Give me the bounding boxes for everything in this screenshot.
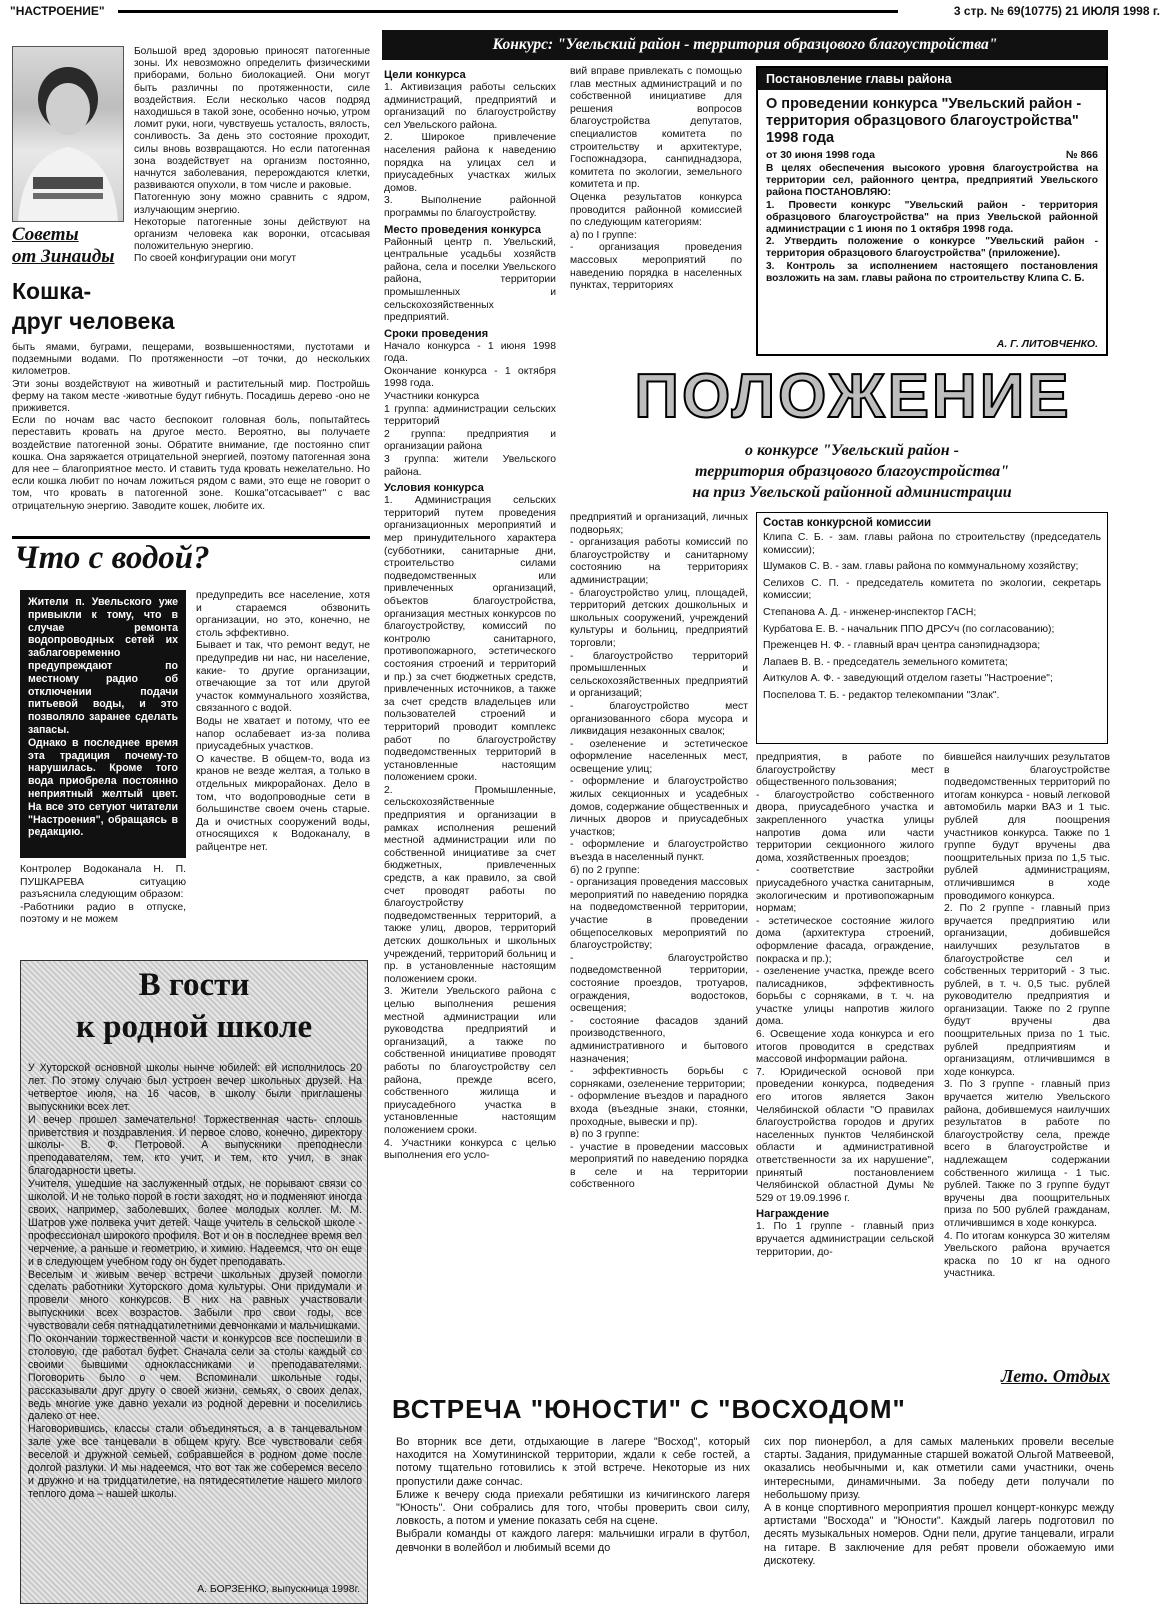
- commission-member: Селихов С. П. - председатель комитета по экологии, секретарь комиссии;: [763, 577, 1101, 602]
- contest-col4: бившейся наилучших результатов в благоустройстве подведомственных территорий по итогам конкурса - новый легковой автомобиль марки ВАЗ и 1 тыс. рублей для поощрения участников конкурса. Также по 1 группе будут вручены два поощрительных приза по 1,5 тыс. рублей администрациям, отличившимся в ходе проводимого конкурса. 2. По 2 группе - главный приз вручается предприятию или организации, добившейся наилучших результатов в благоустройстве сел и собственных территорий - 3 тыс. рублей, в т. ч. 0,5 тыс. рублей руководителю предприятия и организации. Также по 2 группе будут вручены два поощрительных приза по 1 тыс. рублей предприятиям и организациям, отличившимся в ходе конкурса. 3. По 3 группе - главный приз вручается жителю Увельского района, добившемуся наилучших результатов в работе по благоустройству села, прежде всего в благоустройстве и надлежащем содержании собственного жилища - 1 тыс. рублей. Также по 3 группе будут вручены два поощрительных приза по 500 рублей гражданам, отличившимся в ходе конкурса. 4. По итогам конкурса 30 жителям Увельского района вручается краска по 10 кг на одного участника.: [944, 752, 1110, 1280]
- contest-col3: [756, 752, 934, 1364]
- contest-goals-text: 1. Активизация работы сельских администраций, предприятий и организаций по благоустройству сел Увельского района. 2. Широкое привлечение населения района к наведению порядка на улицах сел и приусадебных участках жилых домов. 3. Выполнение районной программы по благоустройству.: [384, 82, 556, 219]
- contest-banner: Конкурс: "Увельский район - территория образцового благоустройства": [382, 30, 1108, 60]
- commission-member: Шумаков С. В. - зам. главы района по коммунальному хозяйству;: [763, 561, 1079, 573]
- contest-col2-mid: предприятий и организаций, личных подворьях; - организация работы комиссий по благоустройству и санитарному состоянию на территориях администрации; - благоустройство улиц, площадей, территорий детских дошкольных и школьных сооружений, учреждений культуры и больниц, предприятий торговли; - благоустройство территорий промышленных и сельскохозяйственных предприятий и организаций; - благоустройство мест организованного сбора мусора и ликвидация незаконных свалок; - озеленение и эстетическое оформление населенных мест, освещение улиц; - оформление и благоустройство жилых секционных и усадебных домов, содержание общественных и личных дворов и приусадебных участков; - оформление и благоустройство въезда в населенный пункт. б) по 2 группе: - организация проведения массовых мероприятий по наведению порядка на подведомственной территории, участие в проведении общепоселковых мероприятий по благоустройству; - благоустройство подведомственной территории, состояние проездов, тротуаров, ограждения, водостоков, освещения; - состояние фасадов зданий производственного, административного и бытового назначения; - эффективность борьбы с сорняками, озеленение территории; - оформление въездов и парадного входа (въездные знаки, стоянки, проходные, вывески и пр). в) по 3 группе: - участие в проведении массовых мероприятий по наведению порядка в селе и на территории собственного: [570, 512, 748, 1191]
- author-photo: [12, 46, 124, 222]
- masthead-section: "НАСТРОЕНИЕ": [10, 4, 105, 18]
- award-text-start: 1. По 1 группе - главный приз вручается администрации сельской территории, до-: [756, 1221, 934, 1258]
- water-col2: предупредить все население, хотя и стараемся обзвонить организации, но это, конечно, не столь эффективно. Бывает и так, что ремонт ведут, не предупредив ни нас, ни население, какие- то другие организации, отвечающие за тот или другой участок коммунального хозяйства, связанного с водой. Воды не хватает и потому, что ее напор ослабевает из-за полива приусадебных участков. О качестве. В общем-то, вода из кранов не везде желтая, а только в отдельных микрорайонах. Дело в том, что водопроводные сети в большинстве своем очень старые. Да и очистных сооружений воды, относящихся к Водоканалу, в райцентре нет.: [196, 590, 370, 853]
- commission-box: [756, 512, 1108, 744]
- masthead-rule: [118, 10, 898, 13]
- commission-member: Преженцев Н. Ф. - главный врач центра санэпиднадзора;: [763, 640, 1041, 652]
- contest-dates-text: Начало конкурса - 1 июня 1998 года. Окончание конкурса - 1 октября 1998 года. Участники конкурса 1 группа: администрации сельских территорий 2 группа: предприятия и организации района 3 группа: жители Увельского района.: [384, 340, 556, 478]
- commission-member: Аиткулов А. Ф. - заведующий отделом газеты "Настроение";: [763, 673, 1053, 685]
- commission-title: Состав конкурсной комиссии: [763, 517, 932, 529]
- commission-member: Степанова А. Д. - инженер-инспектор ГАСН;: [763, 606, 977, 618]
- commission-member: Курбатова Е. В. - начальник ППО ДРСУч (по согласованию);: [763, 623, 1055, 635]
- camp-col1: Во вторник все дети, отдыхающие в лагере "Восход", который находится на Хомутининской территории, ждали к себе гостей, а потому тщательно готовились к этой встрече. Некоторые из них пропустили даже сончас. Ближе к вечеру сюда приехали ребятишки из кичигинского лагеря "Юность". Они собрались для того, чтобы проверить свои силу, ловкость, а потом и умение показать себя на сцене. Выбрали команды от каждого лагеря: мальчишки играли в футбол, девчонки в волейбол и любимый всеми до: [396, 1436, 750, 1554]
- zinaida-text-bottom: быть ямами, буграми, пещерами, возвышенностями, пустотами и подземными водами. По протяженности –от точки, до нескольких километров. Эти зоны воздействуют на животный и растительный мир. Постройшь ферму на таком месте -животные будут гибнуть. Посадишь дерево -оно не приживется. Если по ночам вас часто беспокоит головная боль, попытайтесь переставить кровать на другое место. Вероятно, вы получаете воздействие патогенной зоны. Обратите внимание, где постоянно спит кошка. Она заряжается отрицательной энергией, поэтому патогенная зона для нее – благоприятное место. И ставить туда кровать нежелательно. Но если кошка любит по ночам ложиться рядом с вами, это еще не говорит о том, что кровать в патогенной зоне. Кошка"отсасывает" с вас отрицательную энергию. Заводите кошек, любите их.: [12, 342, 370, 512]
- decree-title: О проведении конкурса "Увельский район - территория образцового благоустройства" 1998 года: [766, 96, 1082, 146]
- contest-col3-text: предприятия, в работе по благоустройству мест общественного пользования; - благоустройство собственного двора, приусадебного участка и закрепленного участка улицы напротив дома или части территории секционного жилого дома, хозяйственных проездов; - соответствие застройки приусадебного участка санитарным, экологическим и противопожарным нормам; - эстетическое состояние жилого дома (архитектура строений, оформление фасада, ограждение, покраска и пр.); - озеленение участка, прежде всего палисадников, эффективность борьбы с сорняками, в т. ч. на участке улицы напротив жилого дома. 6. Освещение хода конкурса и его итогов проводится в средствах массовой информации района. 7. Юридической основой при проведении конкурса, подведения его итогов является Закон Челябинской области "О правилах благоустройства городов и других населенных пунктов Челябинской области и административной ответственности за их нарушение", принятый постановлением Челябинской областной Думы № 529 от 19.09.1996 г.: [756, 752, 934, 1204]
- contest-conditions-text: 1. Администрация сельских территорий путем проведения организационных мероприятий и мер принудительного характера (субботники, санитарные дни, строительство силами подведомственных или привлеченных организаций, объектов благоустройства, организация местных конкурсов по благоустройству, комиссий по контролю санитарного, противопожарного, эстетического состояния строений и территорий и пр.) за счет бюджетных средств, привлеченных источников, а также за счет средств владельцев или пользователей строений и территорий проводит комплекс работ по благоустройству подведомственных территорий в установленные настоящим положением сроки. 2. Промышленные, сельскохозяйственные предприятия и организации в рамках исполнения решений местной администрации или по собственной инициативе за счет бюджетных, привлеченных средств, а как правило, за свой счет проводят работы по благоустройству подведомственных территорий, а также улиц, дворов, территорий детских дошкольных и школьных учреждений, территорий больниц и пр. в установленные настоящим положением сроки. 3. Жители Увельского района с целью выполнения решения местной администрации или руководства предприятий и организаций, а также по собственной инициативе проводят работы по благоустройству сел района, прежде всего, собственного жилища и приусадебного участка в установленные настоящим положением сроки. 4. Участники конкурса с целью выполнения его усло-: [384, 495, 556, 1162]
- contest-conditions-heading: Условия конкурса: [384, 482, 484, 495]
- rubric-sovety: Советы от Зинаиды: [12, 224, 115, 267]
- decree-date: от 30 июня 1998 года: [766, 149, 875, 161]
- zinaida-text-top: Большой вред здоровью приносят патогенные зоны. Их невозможно определить физическими приборами, больно биолокацией. Они могут быть различны по протяженности, силе воздействия. Если несколько часов подряд находишься в такой зоне, особенно ночью, утром ломит руки, ноги, чувствуешь усталость, вялость, сонливость. За день это состояние проходит, силы вновь возвращаются. Но если патогенная зона воздействует на организм постоянно, начнутся заболевания, перерождаются клетки, развиваются опухоли, в том числе и раковые. Патогенную зону можно сравнить с ядром, излучающим энергию. Некоторые патогенные зоны действуют на организм человека как воронки, отсасывая положительную энергию. По своей конфигурации они могут: [134, 46, 370, 265]
- camp-col2: сих пор пионербол, а для самых маленьких провели веселые старты. Задания, придуманные старшей вожатой Ольгой Матвеевой, оказались необычными и, как отметили сами участники, очень интересными, динамичными. За победу дети получали по небольшому призу. А в конце спортивного мероприятия прошел концерт-конкурс между артистами "Восхода" и "Юности". Каждый лагерь подготовил по десять музыкальных номеров. Одни пели, другие танцевали, играли на гитаре. В заключение для ребят провели обожаемую ими дискотеку.: [764, 1436, 1114, 1567]
- water-col1-tail: Контролер Водоканала Н. П. ПУШКАРЕВА ситуацию разъяснила следующим образом: -Работники радио в отпуске, поэтому и не можем: [20, 864, 186, 926]
- decree-text: В целях обеспечения высокого уровня благоустройства на территории сел, районного центра, предприятий Увельского района ПОСТАНОВЛЯЮ: 1. Провести конкурс "Увельский район - территория образцового благоустройства" на приз Увельской районной администрации с 1 июня по 1 октября 1998 года. 2. Утвердить положение о конкурсе "Увельский район - территория образцового благоустройства" (приложение). 3. Контроль за исполнением настоящего постановления возложить на зам. главы района по строительству Клипа С. Б.: [766, 163, 1098, 284]
- decree-box: [756, 66, 1108, 356]
- contest-col1: [384, 66, 556, 1162]
- commission-member: Поспелова Т. Б. - редактор телекомпании "Злак".: [763, 689, 1000, 701]
- polozhenie-title: ПОЛОЖЕНИЕ: [634, 362, 1072, 431]
- polozhenie-subtitle: о конкурсе "Увельский район - территория образцового благоустройства" на приз Увельской районной администрации: [692, 442, 1012, 501]
- school-signature: А. БОРЗЕНКО, выпускница 1998г.: [197, 1584, 360, 1595]
- decree-number: № 866: [1065, 149, 1098, 161]
- award-heading: Награждение: [756, 1208, 830, 1221]
- contest-dates-heading: Сроки проведения: [384, 327, 489, 340]
- contest-place-heading: Место проведения конкурса: [384, 223, 541, 236]
- rubric-leto: Лето. Отдых: [1000, 1366, 1110, 1386]
- contest-col1-cont: [384, 686, 556, 1362]
- contest-col2-top: вий вправе привлекать с помощью глав местных администраций и по собственной инициативе для решения вопросов благоустройства депутатов, специалистов комитета по строительству и архитектуре, Госпожнадзора, санпиднадзора, комитета по экологии, земельного комитета и пр. Оценка результатов конкурса проводится районной комиссией по следующим категориям: а) по I группе: - организация проведения массовых мероприятий по наведению порядка в населенных пунктах, территориях: [570, 66, 742, 292]
- contest-goals-heading: Цели конкурса: [384, 69, 466, 81]
- article-title-water: Что с водой?: [14, 540, 210, 576]
- commission-member: Клипа С. Б. - зам. главы района по строительству (председатель комиссии);: [763, 532, 1101, 556]
- commission-member: Лапаев В. В. - председатель земельного комитета;: [763, 656, 1008, 668]
- article-title-camp: ВСТРЕЧА "ЮНОСТИ" С "ВОСХОДОМ": [392, 1394, 906, 1424]
- divider: [12, 536, 370, 539]
- contest-place-text: Районный центр п. Увельский, центральные усадьбы хозяйств района, села и поселки Увельского района, территории промышленных и сельскохозяйственных предприятий.: [384, 236, 556, 324]
- decree-header: Постановление главы района: [758, 68, 1106, 90]
- school-text: У Хуторской основной школы нынче юбилей: ей исполнилось 20 лет. По этому случаю был устроен вечер школьных друзей. На четвертое июля, на 16 часов, в школу были приглашены выпускники всех лет. И вечер прошел замечательно! Торжественная часть- сплошь приветствия и поздравления. И первое слово, конечно, директору школы- В. Ф. Петровой. А выпускники преподнесли преподавателям, тем, кто учит, и тем, кто учил, в знак благодарности цветы. Учителя, ушедшие на заслуженный отдых, не порывают связи со школой. И не только порой в гости заходят, но и подменяют иногда своих, например, заболевших, более молодых коллег. М. М. Шатров уже полвека учит детей. Чаще учитель в сельской школе - профессионал широкого профиля. Вот и он в последнее время вел черчение, а раньше и геометрию, и химию. Надеемся, что он еще и в следующем учебном году он будет преподавать. Веселым и живым вечер встречи школьных друзей помогли сделать работники Хуторского дома культуры. Они придумали и провели много конкурсов. В них на равных участвовали выпускники всех возрастов. Забыли про свои годы, все чувствовали себя пятнадцатилетними девчонками и мальчишками. По окончании торжественной части и конкурсов все поспешили в столовую, где работал буфет. Сначала сели за столы каждый со своими бывшими одноклассниками и преподавателями. Поговорить было о чем. Вспоминали школьные годы, рассказывали друг другу о своей жизни, семьях, о своих делах, ведь многие уже давно уехали из родной деревни и поселились далеко от нее. Наговорившись, классы стали объединяться, а в танцевальном зале уже все танцевали в общем кругу. Все чувствовали себя веселой и дружной семьей, собравшейся в родном доме после долгой разлуки. И мы надеемся, что вот так же соберемся весело и дружно и на тридцатилетие, на пятидесятилетие нашего милого теплого дома – нашей школы.: [28, 1062, 362, 1500]
- decree-signature: А. Г. ЛИТОВЧЕНКО.: [996, 338, 1098, 350]
- water-intro-box: Жители п. Увельского уже привыкли к тому, что в случае ремонта водопроводных сетей их заблаговременно предупреждают по местному радио об отключении подачи питьевой воды, и это позволяло заранее сделать запасы. Однако в последнее время эта традиция почему-то нарушилась. Кроме того вода приобрела постоянно неприятный желтый цвет. На все это сетуют читатели "Настроения", обращаясь в редакцию.: [20, 590, 186, 858]
- article-title-school: В гости к родной школе: [75, 967, 313, 1045]
- masthead-issue: 3 стр. № 69(10775) 21 ИЮЛЯ 1998 г.: [953, 4, 1160, 18]
- article-title-koshka: Кошка- друг человека: [12, 278, 175, 334]
